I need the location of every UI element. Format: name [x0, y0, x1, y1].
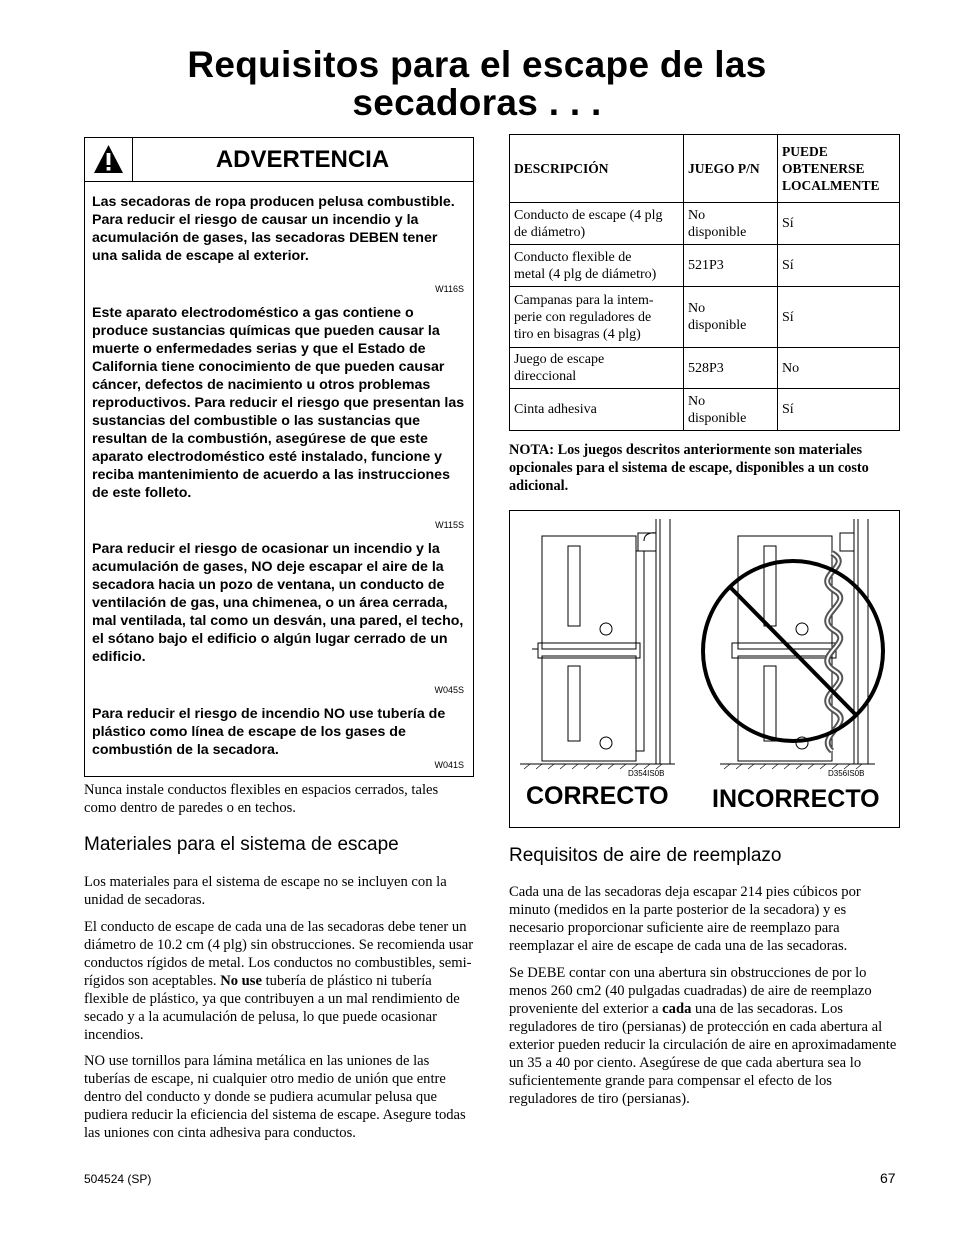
- row-description: [510, 203, 684, 245]
- materials-section-heading: Materiales para el sistema de escape: [84, 834, 399, 855]
- page-title-line-1: Requisitos para el escape de las: [187, 44, 767, 85]
- warning-code-1: W116S: [435, 284, 464, 294]
- row-kit: [684, 287, 778, 348]
- warning-header: [85, 138, 473, 182]
- materials-p2-after: tubería de plástico ni tubería flexible de plástico, ya que contribuyen a un mal rendimiento de secado y a la acumulación de pelusa, lo que puede ocasionar incendios.: [84, 973, 460, 1043]
- row-local: No: [778, 348, 900, 389]
- table-note: NOTA: Los juegos descritos anteriormente son materiales opcionales para el sistema de escape, disponibles a un costo adicional.: [509, 442, 869, 494]
- row-description-line: direccional: [514, 369, 577, 384]
- row-local: Sí: [778, 287, 900, 348]
- row-kit-line: No: [688, 207, 706, 223]
- row-kit-line: No: [688, 393, 706, 409]
- page-title-line-2: secadoras . . .: [352, 82, 602, 123]
- row-kit-line: No: [688, 301, 706, 316]
- row-description-line: Campanas para la intem-: [514, 292, 654, 308]
- warning-icon-cell: [85, 138, 133, 181]
- replacement-air-paragraph-2: [509, 964, 900, 1108]
- warning-code-2: W115S: [435, 520, 464, 530]
- incorrect-label: INCORRECTO: [712, 785, 880, 813]
- replacement-p2-after: una de las secadoras. Los reguladores de tiro (persianas) de protección en cada abertura al exterior pueden reducir la circulación de aire en aproximadamente un 35 a 40 por ciento. Asegúrese de que cada abertura sea lo suficientemente grande para compensar el efecto de los reguladores de tiro (persianas).: [509, 1001, 897, 1107]
- row-description: Cinta adhesiva: [510, 389, 684, 431]
- row-kit: [684, 203, 778, 245]
- replacement-air-paragraph-1: Cada una de las secadoras deja escapar 214 pies cúbicos por minuto (medidos en la parte posterior de la secadora) y es necesario proporcionar suficiente aire de reemplazo para reemplazar el aire de escape de cada una de las secadoras.: [509, 884, 861, 954]
- warning-paragraph-3: Para reducir el riesgo de ocasionar un incendio y la acumulación de gases, NO deje escapar el aire de la secadora hacia un pozo de ventana, un conducto de ventilación de gas, una chimenea, o un área cerrada, mal ventilada, tal como un desván, una pared, el techo, el sótano bajo el edificio o algún lugar cerrado de un edificio.: [92, 541, 464, 665]
- row-kit: 521P3: [684, 245, 778, 287]
- warning-triangle-icon: [93, 144, 124, 175]
- document-number: 504524 (SP): [84, 1172, 152, 1186]
- row-kit-line: disponible: [688, 410, 747, 426]
- row-description-line: Conducto flexible de: [514, 249, 632, 265]
- replacement-p2-bold: cada: [662, 1001, 692, 1017]
- warning-heading: ADVERTENCIA: [215, 146, 390, 173]
- row-description-line: metal (4 plg de diámetro): [514, 266, 657, 282]
- row-description-line: tiro en bisagras (4 plg): [514, 326, 641, 342]
- warning-paragraph-2: Este aparato electrodoméstico a gas contiene o produce sustancias químicas que pueden causar la muerte o enfermedades serias y que el Estado de California tiene conocimiento de que pueden causar cáncer, defectos de nacimiento u otros problemas reproductivos. Para reducir el riesgo que presentan las sustancias del combustible o las sustancias que resultan de la combustión, asegúrese de que este aparato electrodoméstico esté instalado, funcione y reciba mantenimiento de acuerdo a las instrucciones de este folleto.: [92, 305, 465, 501]
- header-kit: JUEGO P/N: [684, 135, 778, 203]
- row-description: [510, 348, 684, 389]
- materials-p2-bold: No use: [220, 973, 262, 989]
- materials-paragraph-1: Los materiales para el sistema de escape no se incluyen con la unidad de secadoras.: [84, 874, 447, 908]
- row-description-line: Juego de escape: [514, 352, 605, 367]
- table-row: [510, 287, 900, 348]
- row-local: Sí: [778, 245, 900, 287]
- incorrect-figure-code: D356IS0B: [828, 769, 865, 778]
- table-header-row: [510, 135, 900, 203]
- row-kit-line: disponible: [688, 224, 747, 240]
- replacement-p2-before: Se DEBE contar con una abertura sin obstrucciones de por lo menos 260 cm2 (40 pulgadas cuadradas) de aire de reemplazo proveniente del exterior a: [509, 965, 872, 1017]
- replacement-air-heading: Requisitos de aire de reemplazo: [509, 845, 782, 866]
- table-row: [510, 203, 900, 245]
- materials-paragraph-2: [84, 918, 474, 1044]
- exhaust-figure: [509, 510, 900, 828]
- materials-table: [509, 134, 900, 431]
- row-description: [510, 245, 684, 287]
- warning-code-3: W045S: [434, 685, 464, 695]
- header-local-line-3: LOCALMENTE: [782, 178, 880, 193]
- header-local: [778, 135, 900, 203]
- table-row: [510, 389, 900, 431]
- dryer-diagrams: [510, 511, 899, 827]
- warning-paragraph-4: Para reducir el riesgo de incendio NO use tubería de plástico como línea de escape de los gases de combustión de la secadora.: [92, 706, 446, 758]
- page-title: [0, 46, 954, 122]
- correct-label: CORRECTO: [526, 782, 669, 810]
- row-local: Sí: [778, 389, 900, 431]
- page-number: 67: [880, 1170, 896, 1186]
- table-row: [510, 245, 900, 287]
- table-row: [510, 348, 900, 389]
- row-description-line: de diámetro): [514, 224, 586, 240]
- materials-p2-before: El conducto de escape de cada una de las secadoras debe tener un diámetro de 10.2 cm (4 plg) sin obstrucciones. Se recomienda usar conductos rígidos de metal. Los conductos no combustibles, semi-rígidos son aceptables.: [84, 919, 474, 989]
- row-description: [510, 287, 684, 348]
- row-kit-line: disponible: [688, 318, 747, 333]
- row-description-line: Conducto de escape (4 plg: [514, 207, 663, 223]
- row-kit: 528P3: [684, 348, 778, 389]
- row-kit: [684, 389, 778, 431]
- warning-box: [84, 137, 474, 777]
- header-local-line-2: OBTENERSE: [782, 161, 865, 176]
- header-description: DESCRIPCIÓN: [510, 135, 684, 203]
- materials-paragraph-3: NO use tornillos para lámina metálica en las uniones de las tuberías de escape, ni cualquier otro medio de unión que entre dentro del conducto y donde se pudiera acumular pelusa que pudiera reducir la eficiencia del sistema de escape. Asegure todas las uniones con cinta adhesiva para conductos.: [84, 1053, 466, 1141]
- flexible-duct-note: Nunca instale conductos flexibles en espacios cerrados, tales como dentro de paredes o en techos.: [84, 782, 439, 816]
- warning-code-4: W041S: [434, 760, 464, 770]
- warning-paragraph-1: Las secadoras de ropa producen pelusa combustible. Para reducir el riesgo de causar un incendio y la acumulación de gases, las secadoras DEBEN tener una salida de escape al exterior.: [92, 194, 455, 264]
- correct-figure-code: D354IS0B: [628, 769, 665, 778]
- row-description-line: perie con reguladores de: [514, 309, 652, 325]
- header-local-line-1: PUEDE: [782, 144, 828, 159]
- row-local: Sí: [778, 203, 900, 245]
